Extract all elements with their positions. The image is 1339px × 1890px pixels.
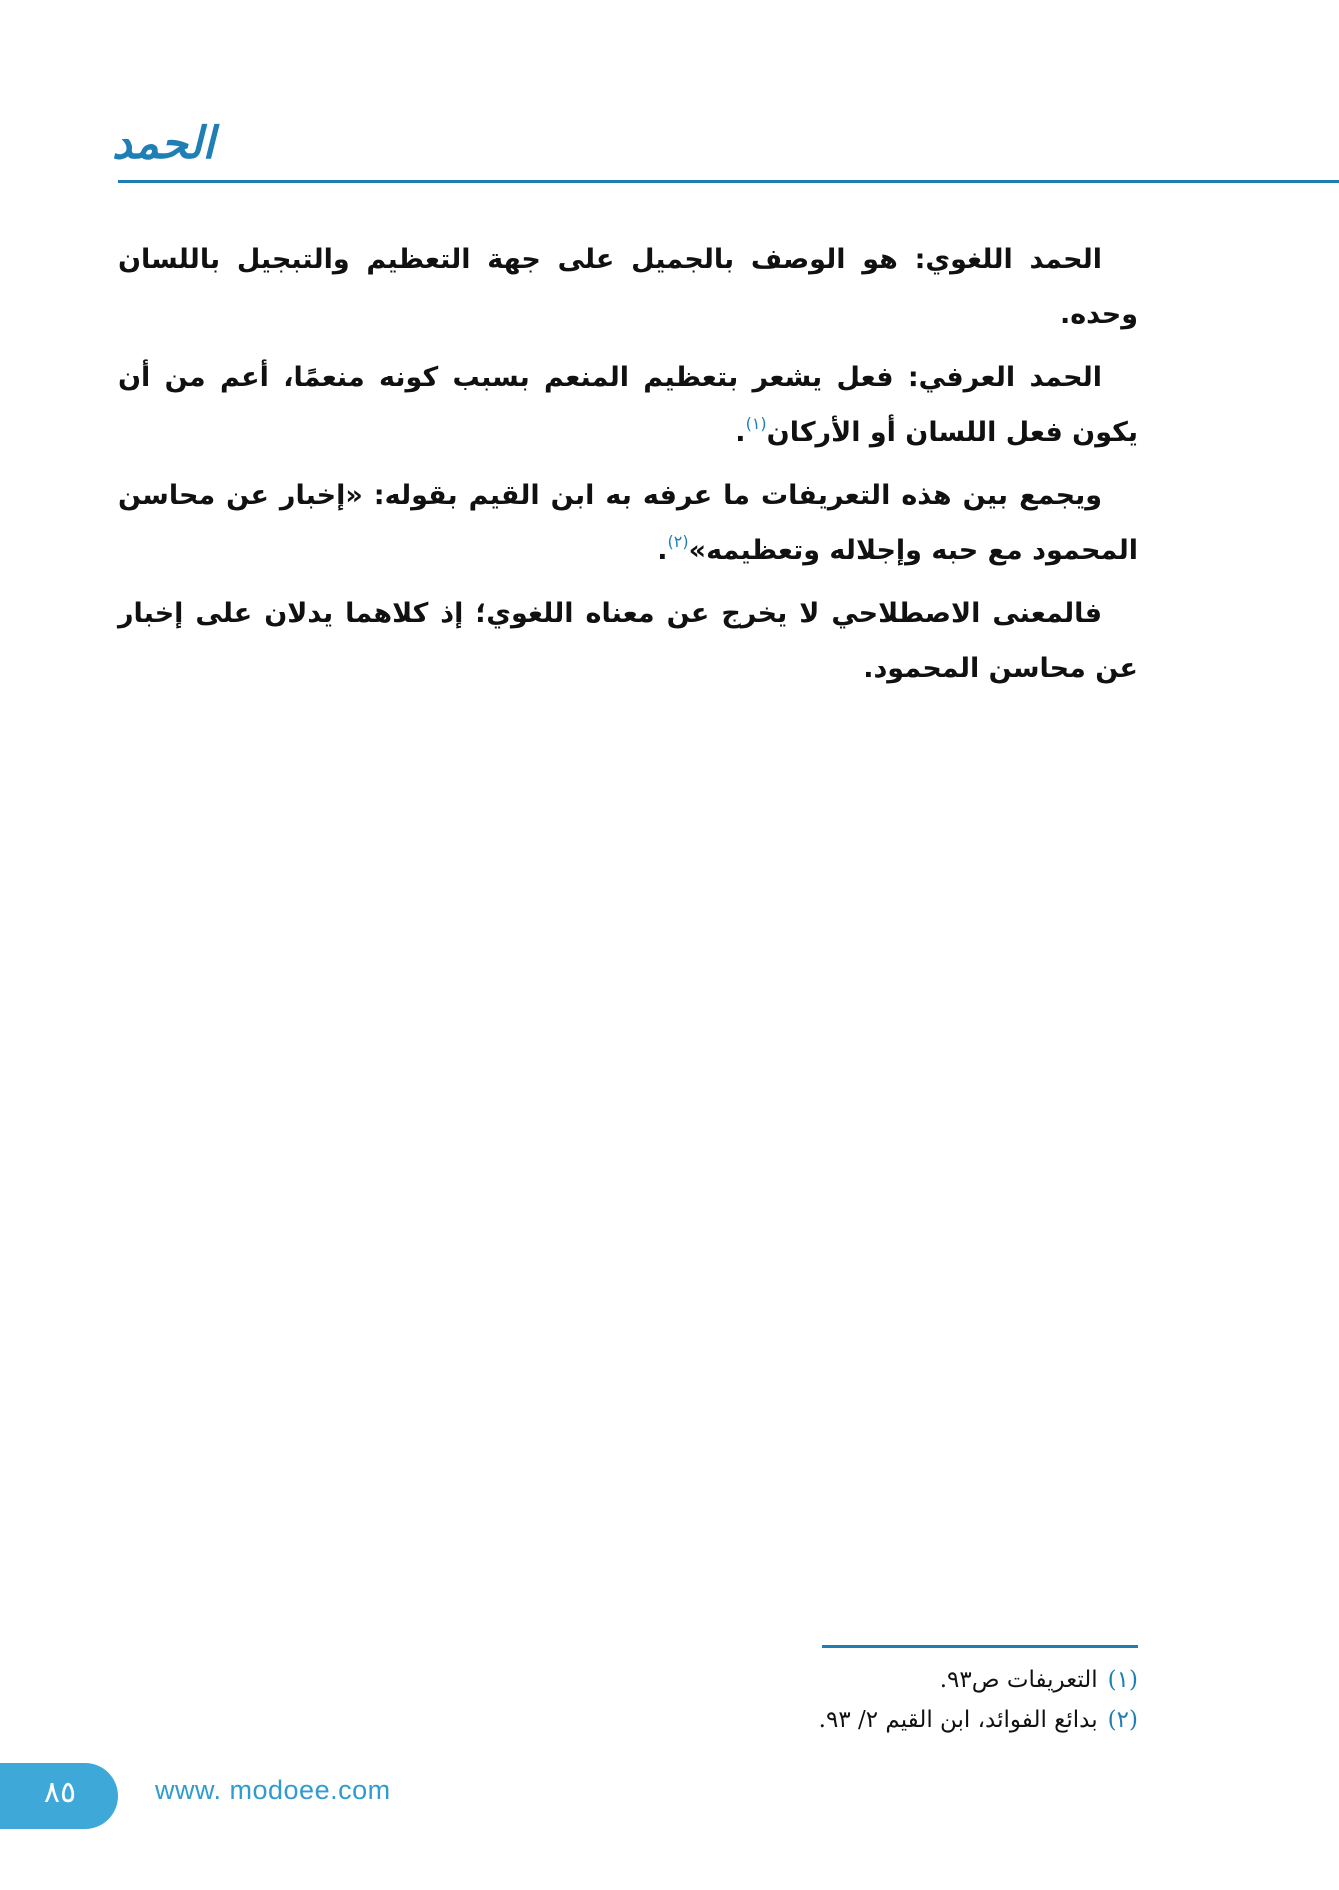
paragraph-ibn-qayyim-definition — [118, 468, 1138, 578]
footnote-separator — [822, 1645, 1138, 1648]
footnote-ref-2[interactable]: (٢) — [667, 532, 689, 551]
paragraph-customary-end: . — [735, 417, 746, 448]
footnote-text: التعريفات ص٩٣. — [939, 1667, 1098, 1693]
paragraph-ibn-qayyim-text: ويجمع بين هذه التعريفات ما عرفه به ابن القيم بقوله: «إخبار عن محاسن المحمود مع حبه وإجلاله وتعظيمه» — [118, 480, 1138, 566]
paragraph-linguistic-definition: الحمد اللغوي: هو الوصف بالجميل على جهة التعظيم والتبجيل باللسان وحده. — [118, 244, 1138, 330]
page-number-tab — [0, 1763, 118, 1829]
footnote-item — [118, 1660, 1138, 1700]
website-link[interactable]: www. modoee.com — [155, 1775, 391, 1805]
paragraph-terminological-meaning: فالمعنى الاصطلاحي لا يخرج عن معناه اللغوي؛ إذ كلاهما يدلان على إخبار عن محاسن المحمود. — [118, 598, 1138, 684]
header-title: الحمد — [112, 118, 215, 169]
header-rule — [118, 180, 1339, 183]
footnote-number: (٢) — [1107, 1707, 1138, 1733]
main-text — [118, 232, 1138, 704]
footnote-text: بدائع الفوائد، ابن القيم ٢/ ٩٣. — [818, 1707, 1098, 1733]
paragraph-customary-text: الحمد العرفي: فعل يشعر بتعظيم المنعم بسبب كونه منعمًا، أعم من أن يكون فعل اللسان أو الأركان — [118, 362, 1138, 448]
paragraph-ibn-qayyim-end: . — [657, 535, 668, 566]
page-number: ٨٥ — [43, 1775, 77, 1810]
footnote-item — [118, 1700, 1138, 1740]
footnotes — [118, 1660, 1138, 1740]
paragraph-customary-definition — [118, 350, 1138, 460]
footnote-number: (١) — [1107, 1667, 1138, 1693]
footnote-ref-1[interactable]: (١) — [745, 414, 767, 433]
